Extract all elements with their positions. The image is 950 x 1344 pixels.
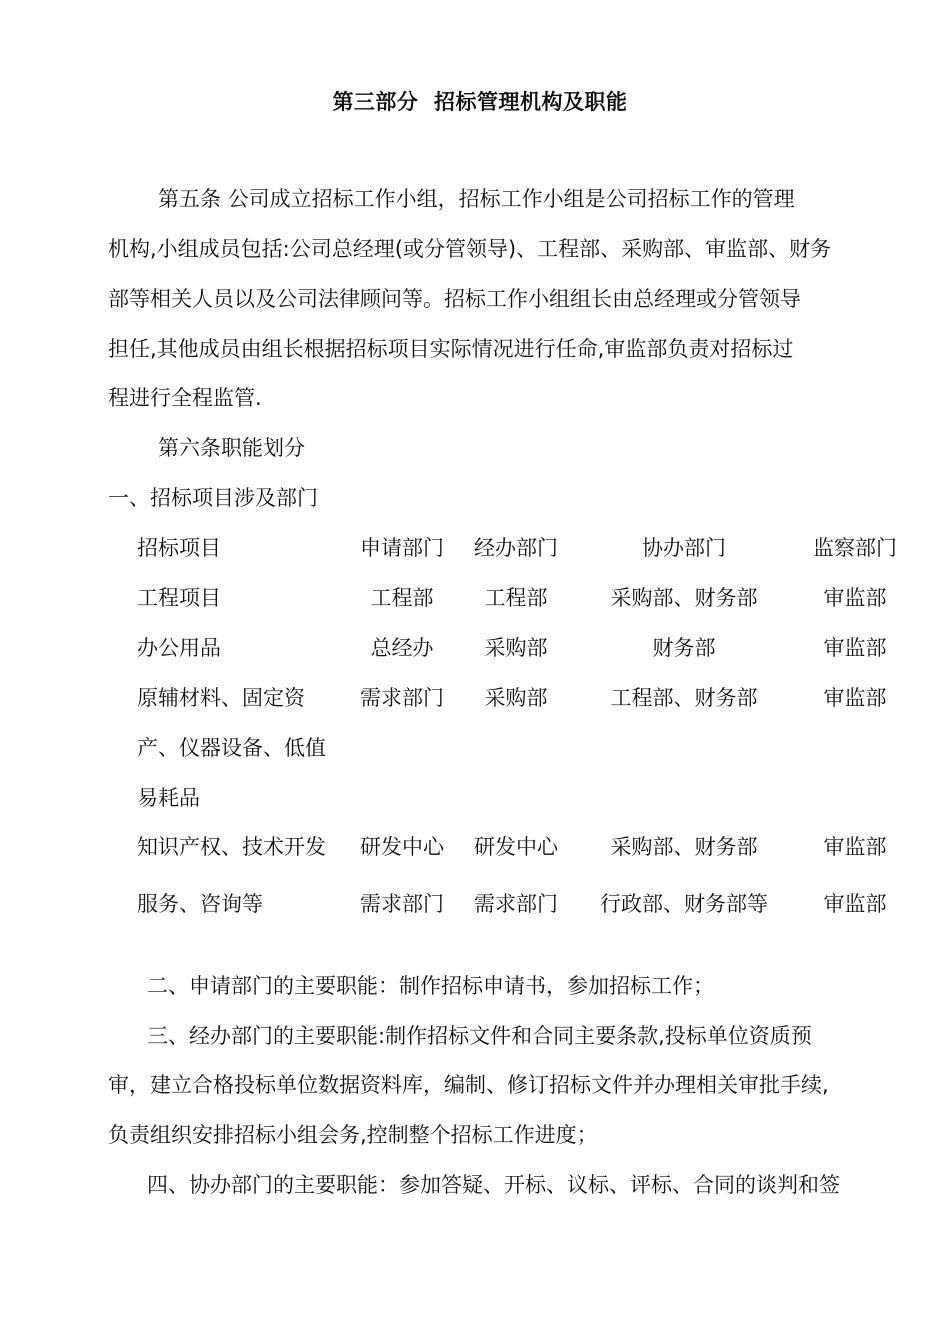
table-cell-handle: 采购部: [484, 636, 548, 660]
section3-line-2: 审，建立合格投标单位数据资料库，编制、修订招标文件并办理相关审批手续,: [108, 1073, 829, 1097]
table-row: [0, 633, 950, 665]
table-cell-assist: 采购部、财务部: [610, 586, 758, 610]
table-cell-item: 服务、咨询等: [137, 892, 263, 916]
table-cell-handle: 需求部门: [474, 892, 558, 916]
section3-line-3: 负责组织安排招标小组会务,控制整个招标工作进度；: [108, 1123, 598, 1147]
table-cell-assist: 财务部: [652, 636, 716, 660]
header-monitor: 监察部门: [813, 536, 897, 560]
table-cell-apply: 研发中心: [360, 835, 444, 859]
table-row: [0, 832, 950, 864]
table-cell-item: 易耗品: [137, 786, 200, 810]
header-assist: 协办部门: [642, 536, 726, 560]
table-cell-assist: 行政部、财务部等: [600, 892, 768, 916]
table-cell-monitor: 审监部: [823, 686, 887, 710]
table-header-row: [0, 533, 950, 565]
table-row-continuation: [0, 733, 950, 765]
table-cell-apply: 需求部门: [360, 892, 444, 916]
section4-line-1: 四、协办部门的主要职能：参加答疑、开标、议标、评标、合同的谈判和签: [147, 1173, 840, 1197]
table-cell-monitor: 审监部: [823, 892, 887, 916]
table-cell-item: 工程项目: [137, 586, 221, 610]
section3-line-1: 三、经办部门的主要职能:制作招标文件和合同主要条款,投标单位资质预: [147, 1024, 812, 1048]
article5-line-1: 第五条 公司成立招标工作小组，招标工作小组是公司招标工作的管理: [158, 187, 795, 211]
page-title: 第三部分 招标管理机构及职能: [332, 90, 628, 114]
section1-heading: 一、招标项目涉及部门: [108, 486, 318, 510]
table-row: [0, 683, 950, 715]
article5-line-3: 部等相关人员以及公司法律顾问等。招标工作小组组长由总经理或分管领导: [108, 287, 801, 311]
header-handle: 经办部门: [474, 536, 558, 560]
table-cell-handle: 工程部: [484, 586, 548, 610]
table-cell-item: 原辅材料、固定资: [137, 686, 305, 710]
article5-line-2: 机构,小组成员包括:公司总经理(或分管领导)、工程部、采购部、审监部、财务: [108, 237, 832, 261]
table-cell-monitor: 审监部: [823, 636, 887, 660]
table-cell-monitor: 审监部: [823, 586, 887, 610]
table-cell-apply: 需求部门: [360, 686, 444, 710]
table-cell-item: 办公用品: [137, 636, 221, 660]
header-apply: 申请部门: [360, 536, 444, 560]
section2-text: 二、申请部门的主要职能：制作招标申请书，参加招标工作；: [147, 974, 714, 998]
article5-line-4: 担任,其他成员由组长根据招标项目实际情况进行任命,审监部负责对招标过: [108, 337, 794, 361]
table-cell-apply: 工程部: [370, 586, 434, 610]
article6-heading: 第六条职能划分: [158, 436, 305, 460]
table-cell-item: 产、仪器设备、低值: [137, 736, 326, 760]
table-row: [0, 583, 950, 615]
header-item: 招标项目: [137, 536, 221, 560]
table-cell-handle: 研发中心: [474, 835, 558, 859]
article5-line-5: 程进行全程监管.: [108, 386, 262, 410]
table-cell-item: 知识产权、技术开发: [137, 835, 326, 859]
table-cell-monitor: 审监部: [823, 835, 887, 859]
table-cell-assist: 工程部、财务部: [610, 686, 758, 710]
table-row-continuation: [0, 783, 950, 815]
table-cell-assist: 采购部、财务部: [610, 835, 758, 859]
table-row: [0, 889, 950, 921]
table-cell-apply: 总经办: [370, 636, 434, 660]
table-cell-handle: 采购部: [484, 686, 548, 710]
